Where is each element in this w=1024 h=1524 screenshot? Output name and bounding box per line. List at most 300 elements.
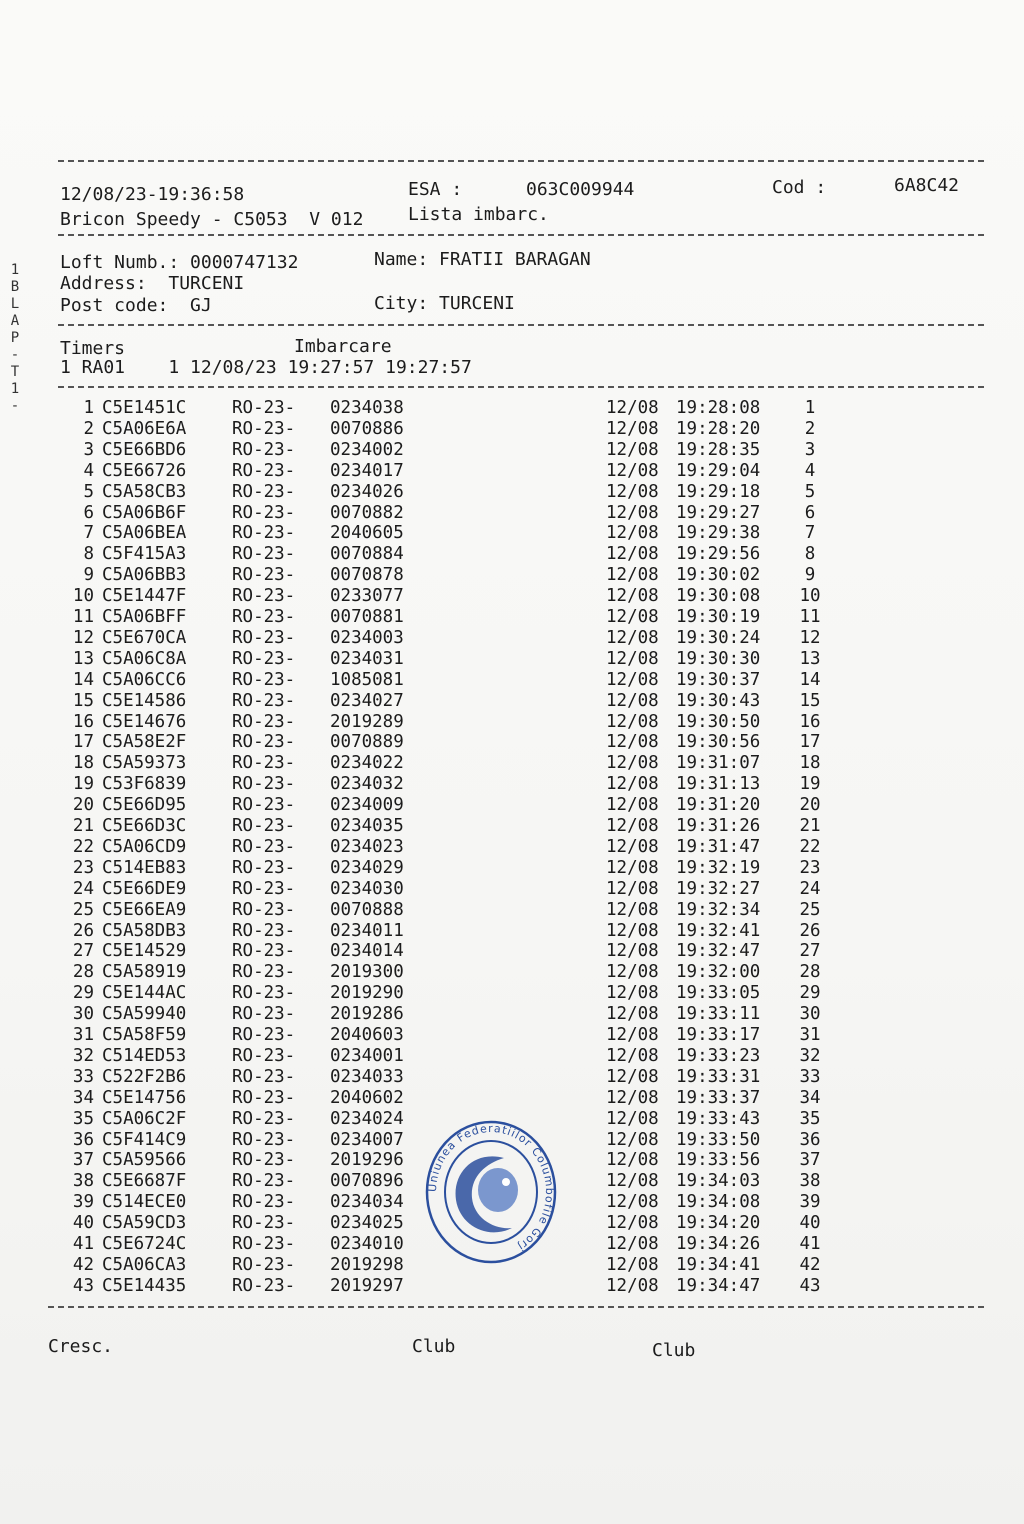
divider-timers (58, 386, 984, 388)
chip-id: C5E1447F (102, 586, 187, 607)
table-row (0, 921, 1024, 942)
ring-prefix: RO-23- (232, 648, 296, 669)
ring-prefix: RO-23- (232, 565, 296, 586)
chip-id: C5A06CD9 (102, 836, 187, 857)
table-row (0, 670, 1024, 691)
table-row (0, 523, 1024, 544)
arrival-time: 19:30:08 (676, 586, 761, 607)
chip-id: C5E14676 (102, 711, 187, 732)
arrival-time: 19:34:03 (676, 1171, 761, 1192)
rank: 25 (799, 899, 821, 920)
row-number: 7 (83, 523, 94, 544)
rank: 18 (799, 753, 821, 774)
ring-number: 0234002 (330, 439, 404, 460)
arrival-time: 19:32:27 (676, 878, 761, 899)
row-number: 38 (72, 1171, 94, 1192)
rank: 11 (799, 607, 821, 627)
arrival-date: 12/08 (606, 460, 659, 481)
side-mark: A (10, 313, 20, 329)
ring-number: 0234033 (330, 1066, 404, 1087)
table-row (0, 419, 1024, 440)
side-mark: B (10, 279, 20, 295)
ring-number: 2019300 (330, 962, 404, 983)
table-row (0, 503, 1024, 524)
ring-number: 0234026 (330, 481, 404, 502)
arrival-date: 12/08 (606, 1004, 659, 1025)
arrival-date: 12/08 (606, 607, 659, 627)
chip-id: C5A58DB3 (102, 920, 187, 941)
ring-number: 2040605 (330, 523, 404, 544)
arrival-date: 12/08 (606, 795, 659, 816)
arrival-time: 19:33:37 (676, 1087, 761, 1108)
arrival-date: 12/08 (606, 774, 659, 795)
arrival-time: 19:33:17 (676, 1025, 761, 1045)
row-number: 2 (83, 418, 94, 439)
row-number: 8 (83, 544, 94, 565)
arrival-date: 12/08 (606, 690, 659, 711)
row-number: 28 (72, 962, 94, 983)
row-number: 35 (72, 1108, 94, 1129)
chip-id: C5A58E2F (102, 732, 187, 753)
ring-prefix: RO-23- (232, 481, 296, 502)
rank: 43 (799, 1275, 821, 1296)
rank: 12 (799, 627, 821, 648)
ring-number: 2019298 (330, 1254, 404, 1275)
table-row (0, 795, 1024, 816)
chip-id: C5E66D3C (102, 816, 187, 836)
row-number: 4 (83, 460, 94, 481)
arrival-date: 12/08 (606, 1108, 659, 1129)
arrival-date: 12/08 (606, 398, 659, 418)
side-mark: 1 (10, 262, 20, 278)
arrival-time: 19:32:19 (676, 857, 761, 878)
chip-id: C5A06CA3 (102, 1254, 187, 1275)
table-row (0, 712, 1024, 733)
ring-prefix: RO-23- (232, 1213, 296, 1234)
ring-number: 0234003 (330, 627, 404, 648)
arrival-time: 19:34:08 (676, 1192, 761, 1213)
row-number: 15 (72, 690, 94, 711)
ring-number: 0234009 (330, 795, 404, 816)
row-number: 39 (72, 1192, 94, 1213)
ring-prefix: RO-23- (232, 1025, 296, 1045)
arrival-date: 12/08 (606, 1150, 659, 1171)
side-mark: - (10, 347, 20, 363)
ring-prefix: RO-23- (232, 941, 296, 962)
arrival-date: 12/08 (606, 1025, 659, 1045)
ring-prefix: RO-23- (232, 398, 296, 418)
ring-number: 0234014 (330, 941, 404, 962)
arrival-date: 12/08 (606, 711, 659, 732)
cod-label: Cod : (772, 177, 827, 198)
side-margin-marks (4, 262, 26, 415)
row-number: 30 (72, 1004, 94, 1025)
table-row (0, 628, 1024, 649)
ring-prefix: RO-23- (232, 878, 296, 899)
table-row (0, 1025, 1024, 1046)
rank: 19 (799, 774, 821, 795)
arrival-date: 12/08 (606, 1234, 659, 1254)
table-row (0, 900, 1024, 921)
ring-prefix: RO-23- (232, 1275, 296, 1296)
chip-id: C5A59373 (102, 753, 187, 774)
imbarcare-heading: Imbarcare (294, 336, 392, 357)
chip-id: C5E144AC (102, 983, 187, 1004)
arrival-date: 12/08 (606, 565, 659, 586)
rank: 39 (799, 1192, 821, 1213)
ring-prefix: RO-23- (232, 983, 296, 1004)
rank: 26 (799, 920, 821, 941)
ring-prefix: RO-23- (232, 1108, 296, 1129)
arrival-date: 12/08 (606, 732, 659, 753)
row-number: 19 (72, 774, 94, 795)
row-number: 5 (83, 481, 94, 502)
arrival-time: 19:31:07 (676, 753, 761, 774)
rank: 41 (799, 1234, 821, 1254)
ring-prefix: RO-23- (232, 732, 296, 753)
row-number: 1 (83, 398, 94, 418)
arrival-date: 12/08 (606, 983, 659, 1004)
chip-id: C5E66D95 (102, 795, 187, 816)
arrival-date: 12/08 (606, 1129, 659, 1150)
arrival-time: 19:30:37 (676, 669, 761, 690)
row-number: 31 (72, 1025, 94, 1045)
chip-id: C5E66EA9 (102, 899, 187, 920)
chip-id: C5A59566 (102, 1150, 187, 1171)
arrival-time: 19:33:23 (676, 1045, 761, 1066)
rank: 33 (799, 1066, 821, 1087)
table-row (0, 858, 1024, 879)
rank: 34 (799, 1087, 821, 1108)
ring-prefix: RO-23- (232, 1066, 296, 1087)
rank: 23 (799, 857, 821, 878)
rank: 28 (799, 962, 821, 983)
arrival-date: 12/08 (606, 1171, 659, 1192)
rank: 40 (799, 1213, 821, 1234)
table-row (0, 398, 1024, 419)
rank: 10 (799, 586, 821, 607)
table-row (0, 941, 1024, 962)
ring-prefix: RO-23- (232, 502, 296, 523)
chip-id: C5A06B6F (102, 502, 187, 523)
row-number: 25 (72, 899, 94, 920)
ring-number: 0070886 (330, 418, 404, 439)
table-row (0, 1004, 1024, 1025)
ring-number: 2019296 (330, 1150, 404, 1171)
ring-number: 0070896 (330, 1171, 404, 1192)
row-number: 37 (72, 1150, 94, 1171)
chip-id: C5E66726 (102, 460, 187, 481)
arrival-date: 12/08 (606, 753, 659, 774)
rank: 20 (799, 795, 821, 816)
arrival-time: 19:31:20 (676, 795, 761, 816)
arrival-date: 12/08 (606, 1213, 659, 1234)
chip-id: C5E66BD6 (102, 439, 187, 460)
chip-id: C514ECE0 (102, 1192, 187, 1213)
row-number: 42 (72, 1254, 94, 1275)
arrival-time: 19:30:02 (676, 565, 761, 586)
chip-id: C5A59CD3 (102, 1213, 187, 1234)
ring-prefix: RO-23- (232, 1045, 296, 1066)
ring-number: 0234022 (330, 753, 404, 774)
esa-label: ESA : (408, 179, 463, 200)
row-number: 11 (72, 607, 94, 627)
footer-club-2: Club (652, 1340, 696, 1361)
arrival-date: 12/08 (606, 1275, 659, 1296)
chip-id: C5A06C8A (102, 648, 187, 669)
table-row (0, 1046, 1024, 1067)
arrival-time: 19:28:08 (676, 398, 761, 418)
ring-number: 0070889 (330, 732, 404, 753)
row-number: 16 (72, 711, 94, 732)
ring-prefix: RO-23- (232, 1254, 296, 1275)
svg-text:Uniunea Federatiilor Columbofi: Uniunea Federatiilor Columbofile Gorj (425, 1121, 557, 1254)
header-datetime: 12/08/23-19:36:58 (60, 184, 245, 205)
rank: 2 (804, 418, 816, 439)
ring-prefix: RO-23- (232, 523, 296, 544)
table-row (0, 691, 1024, 712)
chip-id: C5A58CB3 (102, 481, 187, 502)
ring-prefix: RO-23- (232, 1192, 296, 1213)
arrival-time: 19:33:56 (676, 1150, 761, 1171)
rank: 37 (799, 1150, 821, 1171)
ring-number: 1085081 (330, 669, 404, 690)
arrival-time: 19:34:26 (676, 1234, 761, 1254)
rank: 29 (799, 983, 821, 1004)
ring-number: 0234031 (330, 648, 404, 669)
row-number: 20 (72, 795, 94, 816)
esa-value: 063C009944 (526, 179, 635, 200)
rank: 9 (804, 565, 816, 586)
ring-number: 2019290 (330, 983, 404, 1004)
ring-prefix: RO-23- (232, 607, 296, 627)
arrival-date: 12/08 (606, 1192, 659, 1213)
chip-id: C5A06C2F (102, 1108, 187, 1129)
arrival-date: 12/08 (606, 669, 659, 690)
chip-id: C5F415A3 (102, 544, 187, 565)
arrival-time: 19:34:41 (676, 1254, 761, 1275)
row-number: 9 (83, 565, 94, 586)
ring-prefix: RO-23- (232, 544, 296, 565)
row-number: 41 (72, 1234, 94, 1254)
divider-top (58, 160, 984, 162)
loft-name: Name: FRATII BARAGAN (374, 249, 591, 270)
ring-prefix: RO-23- (232, 962, 296, 983)
chip-id: C5F414C9 (102, 1129, 187, 1150)
table-row (0, 544, 1024, 565)
chip-id: C5A59940 (102, 1004, 187, 1025)
ring-prefix: RO-23- (232, 586, 296, 607)
arrival-date: 12/08 (606, 523, 659, 544)
ring-number: 0234032 (330, 774, 404, 795)
arrival-time: 19:32:34 (676, 899, 761, 920)
row-number: 27 (72, 941, 94, 962)
chip-id: C5A06E6A (102, 418, 187, 439)
arrival-date: 12/08 (606, 836, 659, 857)
arrival-date: 12/08 (606, 627, 659, 648)
arrival-date: 12/08 (606, 1254, 659, 1275)
ring-number: 0070884 (330, 544, 404, 565)
arrival-date: 12/08 (606, 899, 659, 920)
row-number: 32 (72, 1045, 94, 1066)
table-row (0, 607, 1024, 628)
rank: 38 (799, 1171, 821, 1192)
rank: 15 (799, 690, 821, 711)
divider-loft (58, 324, 984, 326)
divider-bottom (48, 1306, 984, 1308)
ring-number: 0234034 (330, 1192, 404, 1213)
arrival-time: 19:32:41 (676, 920, 761, 941)
arrival-date: 12/08 (606, 544, 659, 565)
ring-prefix: RO-23- (232, 418, 296, 439)
arrival-time: 19:34:20 (676, 1213, 761, 1234)
table-row (0, 837, 1024, 858)
arrival-time: 19:29:04 (676, 460, 761, 481)
rank: 24 (799, 878, 821, 899)
rank: 17 (799, 732, 821, 753)
row-number: 29 (72, 983, 94, 1004)
ring-prefix: RO-23- (232, 857, 296, 878)
arrival-time: 19:29:27 (676, 502, 761, 523)
row-number: 40 (72, 1213, 94, 1234)
chip-id: C5E14756 (102, 1087, 187, 1108)
rank: 32 (799, 1045, 821, 1066)
ring-number: 0070881 (330, 607, 404, 627)
ring-prefix: RO-23- (232, 836, 296, 857)
row-number: 6 (83, 502, 94, 523)
ring-number: 0234011 (330, 920, 404, 941)
arrival-time: 19:34:47 (676, 1275, 761, 1296)
arrival-time: 19:28:20 (676, 418, 761, 439)
chip-id: C5E1451C (102, 398, 187, 418)
table-row (0, 482, 1024, 503)
ring-prefix: RO-23- (232, 460, 296, 481)
arrival-time: 19:33:50 (676, 1129, 761, 1150)
table-row (0, 753, 1024, 774)
rank: 36 (799, 1129, 821, 1150)
ring-prefix: RO-23- (232, 1004, 296, 1025)
cod-value: 6A8C42 (894, 175, 960, 196)
ring-number: 0233077 (330, 586, 404, 607)
arrival-date: 12/08 (606, 481, 659, 502)
rank: 1 (804, 398, 816, 418)
chip-id: C5E6724C (102, 1234, 187, 1254)
arrival-date: 12/08 (606, 1087, 659, 1108)
ring-prefix: RO-23- (232, 1087, 296, 1108)
rank: 16 (799, 711, 821, 732)
arrival-time: 19:28:35 (676, 439, 761, 460)
arrival-date: 12/08 (606, 1066, 659, 1087)
footer-cresc: Cresc. (48, 1336, 114, 1357)
ring-prefix: RO-23- (232, 753, 296, 774)
arrival-time: 19:30:19 (676, 607, 761, 627)
arrival-date: 12/08 (606, 941, 659, 962)
loft-address: Address: TURCENI (60, 273, 245, 294)
ring-number: 2040603 (330, 1025, 404, 1045)
ring-number: 0070888 (330, 899, 404, 920)
chip-id: C514ED53 (102, 1045, 187, 1066)
ring-number: 2040602 (330, 1087, 404, 1108)
ring-prefix: RO-23- (232, 1234, 296, 1254)
side-mark: L (10, 296, 20, 312)
chip-id: C5A58919 (102, 962, 187, 983)
ring-prefix: RO-23- (232, 669, 296, 690)
ring-number: 2019286 (330, 1004, 404, 1025)
rank: 4 (804, 460, 816, 481)
ring-prefix: RO-23- (232, 1150, 296, 1171)
ring-number: 0070882 (330, 502, 404, 523)
rank: 8 (804, 544, 816, 565)
arrival-date: 12/08 (606, 648, 659, 669)
timers-row: 1 RA01 1 12/08/23 19:27:57 19:27:57 (60, 357, 472, 378)
row-number: 22 (72, 836, 94, 857)
arrival-date: 12/08 (606, 439, 659, 460)
row-number: 3 (83, 439, 94, 460)
arrival-time: 19:30:50 (676, 711, 761, 732)
rank: 27 (799, 941, 821, 962)
arrival-time: 19:33:31 (676, 1066, 761, 1087)
rank: 14 (799, 669, 821, 690)
federation-stamp (424, 1118, 558, 1266)
arrival-date: 12/08 (606, 502, 659, 523)
rank: 21 (799, 816, 821, 836)
rank: 7 (804, 523, 816, 544)
table-row (0, 983, 1024, 1004)
arrival-time: 19:33:05 (676, 983, 761, 1004)
rank: 5 (804, 481, 816, 502)
row-number: 14 (72, 669, 94, 690)
divider-header (58, 234, 984, 236)
arrival-time: 19:30:24 (676, 627, 761, 648)
ring-prefix: RO-23- (232, 627, 296, 648)
chip-id: C5A06BEA (102, 523, 187, 544)
arrival-time: 19:32:00 (676, 962, 761, 983)
row-number: 21 (72, 816, 94, 836)
chip-id: C5A06CC6 (102, 669, 187, 690)
chip-id: C5E14529 (102, 941, 187, 962)
ring-prefix: RO-23- (232, 920, 296, 941)
ring-number: 0234025 (330, 1213, 404, 1234)
row-number: 13 (72, 648, 94, 669)
arrival-date: 12/08 (606, 586, 659, 607)
footer-club-1: Club (412, 1336, 456, 1357)
arrival-time: 19:31:47 (676, 836, 761, 857)
arrival-date: 12/08 (606, 418, 659, 439)
side-mark: T (10, 364, 20, 380)
rank: 42 (799, 1254, 821, 1275)
table-row (0, 440, 1024, 461)
arrival-time: 19:31:13 (676, 774, 761, 795)
arrival-time: 19:31:26 (676, 816, 761, 836)
ring-number: 0234017 (330, 460, 404, 481)
ring-number: 0234024 (330, 1108, 404, 1129)
chip-id: C53F6839 (102, 774, 187, 795)
loft-post-code: Post code: GJ (60, 295, 212, 316)
arrival-date: 12/08 (606, 920, 659, 941)
stamp-seal-icon (424, 1118, 558, 1266)
ring-prefix: RO-23- (232, 711, 296, 732)
arrival-time: 19:29:38 (676, 523, 761, 544)
table-row (0, 879, 1024, 900)
row-number: 23 (72, 857, 94, 878)
rank: 6 (804, 502, 816, 523)
loft-city: City: TURCENI (374, 293, 515, 314)
loft-number: Loft Numb.: 0000747132 (60, 252, 299, 273)
arrival-date: 12/08 (606, 878, 659, 899)
ring-prefix: RO-23- (232, 690, 296, 711)
table-row (0, 1276, 1024, 1297)
list-title: Lista imbarc. (408, 204, 549, 225)
